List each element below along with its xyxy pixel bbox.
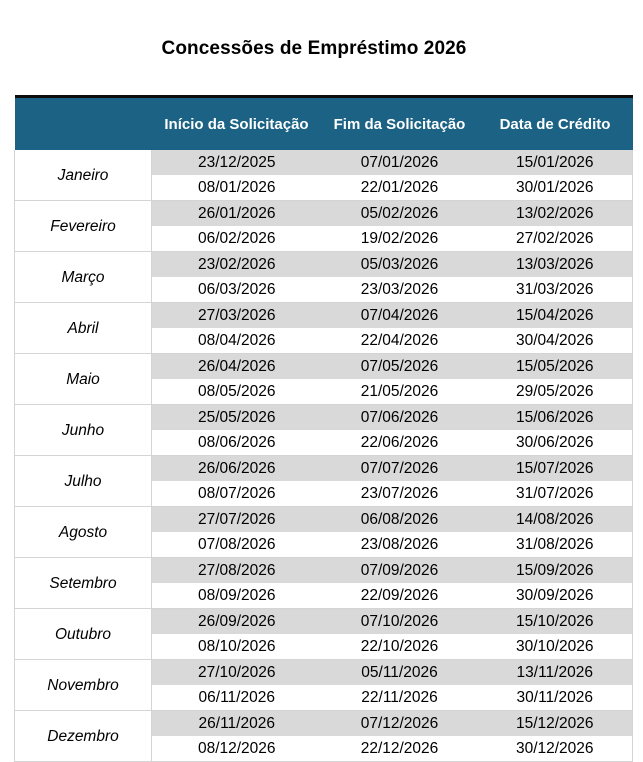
credit-date-cell: 30/10/2026	[478, 634, 633, 660]
request-end-cell: 06/08/2026	[322, 507, 478, 533]
request-end-cell: 07/10/2026	[322, 609, 478, 635]
request-end-cell: 22/01/2026	[322, 175, 478, 201]
request-start-cell: 23/12/2025	[152, 150, 322, 175]
credit-date-cell: 15/01/2026	[478, 150, 633, 175]
request-end-cell: 07/09/2026	[322, 558, 478, 584]
header-month	[15, 97, 152, 151]
request-end-cell: 22/10/2026	[322, 634, 478, 660]
credit-date-cell: 15/10/2026	[478, 609, 633, 635]
month-cell: Setembro	[15, 558, 152, 609]
header-credit-date: Data de Crédito	[478, 97, 633, 151]
table-row	[15, 252, 633, 278]
request-start-cell: 06/02/2026	[152, 226, 322, 252]
request-end-cell: 05/02/2026	[322, 201, 478, 227]
request-start-cell: 08/10/2026	[152, 634, 322, 660]
credit-date-cell: 15/12/2026	[478, 711, 633, 737]
credit-date-cell: 15/06/2026	[478, 405, 633, 431]
request-start-cell: 27/03/2026	[152, 303, 322, 329]
request-start-cell: 08/01/2026	[152, 175, 322, 201]
request-end-cell: 22/12/2026	[322, 736, 478, 762]
request-end-cell: 23/03/2026	[322, 277, 478, 303]
credit-date-cell: 31/03/2026	[478, 277, 633, 303]
credit-date-cell: 30/12/2026	[478, 736, 633, 762]
credit-date-cell: 15/04/2026	[478, 303, 633, 329]
credit-date-cell: 14/08/2026	[478, 507, 633, 533]
table-row	[15, 201, 633, 227]
request-end-cell: 07/01/2026	[322, 150, 478, 175]
credit-date-cell: 31/08/2026	[478, 532, 633, 558]
header-request-end: Fim da Solicitação	[322, 97, 478, 151]
table-row	[15, 456, 633, 482]
request-start-cell: 08/12/2026	[152, 736, 322, 762]
header-row	[15, 97, 633, 151]
credit-date-cell: 27/02/2026	[478, 226, 633, 252]
request-end-cell: 21/05/2026	[322, 379, 478, 405]
request-start-cell: 08/06/2026	[152, 430, 322, 456]
month-cell: Dezembro	[15, 711, 152, 762]
credit-date-cell: 13/11/2026	[478, 660, 633, 686]
table-body	[15, 150, 633, 762]
credit-date-cell: 31/07/2026	[478, 481, 633, 507]
request-end-cell: 19/02/2026	[322, 226, 478, 252]
credit-date-cell: 30/11/2026	[478, 685, 633, 711]
request-start-cell: 26/01/2026	[152, 201, 322, 227]
month-cell: Maio	[15, 354, 152, 405]
credit-date-cell: 13/03/2026	[478, 252, 633, 278]
request-start-cell: 08/05/2026	[152, 379, 322, 405]
request-start-cell: 27/10/2026	[152, 660, 322, 686]
month-cell: Novembro	[15, 660, 152, 711]
request-start-cell: 26/06/2026	[152, 456, 322, 482]
request-end-cell: 22/04/2026	[322, 328, 478, 354]
request-end-cell: 07/07/2026	[322, 456, 478, 482]
request-start-cell: 08/09/2026	[152, 583, 322, 609]
credit-date-cell: 15/05/2026	[478, 354, 633, 380]
request-end-cell: 22/06/2026	[322, 430, 478, 456]
request-start-cell: 08/07/2026	[152, 481, 322, 507]
table-row	[15, 303, 633, 329]
request-end-cell: 07/06/2026	[322, 405, 478, 431]
request-start-cell: 06/03/2026	[152, 277, 322, 303]
request-start-cell: 06/11/2026	[152, 685, 322, 711]
request-start-cell: 08/04/2026	[152, 328, 322, 354]
credit-date-cell: 30/01/2026	[478, 175, 633, 201]
page-title: Concessões de Empréstimo 2026	[161, 38, 467, 59]
request-end-cell: 07/12/2026	[322, 711, 478, 737]
table-row	[15, 150, 633, 175]
credit-date-cell: 30/09/2026	[478, 583, 633, 609]
table-row	[15, 711, 633, 737]
month-cell: Fevereiro	[15, 201, 152, 252]
request-start-cell: 25/05/2026	[152, 405, 322, 431]
table-row	[15, 609, 633, 635]
request-end-cell: 07/04/2026	[322, 303, 478, 329]
table-row	[15, 558, 633, 584]
request-end-cell: 05/11/2026	[322, 660, 478, 686]
month-cell: Julho	[15, 456, 152, 507]
credit-date-cell: 15/07/2026	[478, 456, 633, 482]
credit-date-cell: 30/06/2026	[478, 430, 633, 456]
request-end-cell: 23/08/2026	[322, 532, 478, 558]
request-end-cell: 05/03/2026	[322, 252, 478, 278]
table-row	[15, 660, 633, 686]
table-row	[15, 354, 633, 380]
month-cell: Janeiro	[15, 150, 152, 201]
table-row	[15, 405, 633, 431]
request-start-cell: 26/11/2026	[152, 711, 322, 737]
table-row	[15, 507, 633, 533]
request-start-cell: 07/08/2026	[152, 532, 322, 558]
request-end-cell: 23/07/2026	[322, 481, 478, 507]
month-cell: Outubro	[15, 609, 152, 660]
month-cell: Agosto	[15, 507, 152, 558]
request-start-cell: 27/07/2026	[152, 507, 322, 533]
month-cell: Abril	[15, 303, 152, 354]
request-end-cell: 22/11/2026	[322, 685, 478, 711]
request-start-cell: 27/08/2026	[152, 558, 322, 584]
credit-date-cell: 29/05/2026	[478, 379, 633, 405]
request-end-cell: 22/09/2026	[322, 583, 478, 609]
loan-schedule-table	[14, 95, 633, 762]
request-end-cell: 07/05/2026	[322, 354, 478, 380]
request-start-cell: 26/04/2026	[152, 354, 322, 380]
credit-date-cell: 15/09/2026	[478, 558, 633, 584]
header-request-start: Início da Solicitação	[152, 97, 322, 151]
credit-date-cell: 30/04/2026	[478, 328, 633, 354]
credit-date-cell: 13/02/2026	[478, 201, 633, 227]
request-start-cell: 26/09/2026	[152, 609, 322, 635]
request-start-cell: 23/02/2026	[152, 252, 322, 278]
month-cell: Março	[15, 252, 152, 303]
month-cell: Junho	[15, 405, 152, 456]
